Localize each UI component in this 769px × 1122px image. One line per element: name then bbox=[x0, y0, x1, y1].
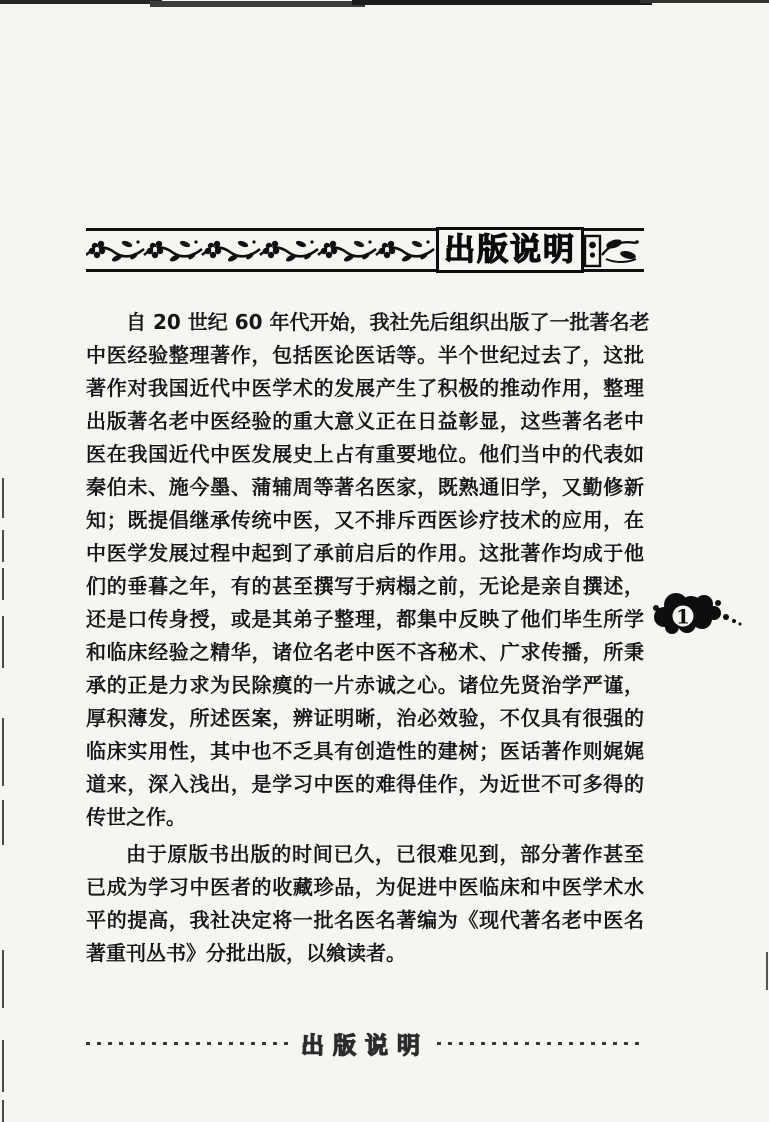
page-number: 1 bbox=[676, 604, 690, 629]
text-line: 中医经验整理著作，包括医论医话等。半个世纪过去了，这批 bbox=[86, 343, 644, 367]
floral-vine-icon bbox=[86, 236, 436, 266]
floral-tail-icon bbox=[584, 233, 640, 269]
text-line: 自 20 世纪 60 年代开始，我社先后组织出版了一批著名老 bbox=[126, 310, 650, 334]
chapter-header-band bbox=[86, 228, 644, 272]
scan-artifact-left bbox=[2, 568, 4, 600]
page-number-ornament-icon bbox=[646, 590, 756, 642]
text-line: 著重刊丛书》分批出版，以飨读者。 bbox=[86, 941, 406, 965]
text-line: 著作对我国近代中医学术的发展产生了积极的推动作用，整理 bbox=[86, 376, 644, 400]
text-line: 承的正是力求为民除瘼的一片赤诚之心。诸位先贤治学严谨， bbox=[86, 673, 644, 697]
text-line: 由于原版书出版的时间已久，已很难见到，部分著作甚至 bbox=[126, 842, 644, 866]
chapter-title: 出版说明 bbox=[436, 227, 584, 273]
text-line: 传世之作。 bbox=[86, 805, 186, 829]
footer-dashed-rule bbox=[437, 1042, 644, 1045]
scan-artifact-left bbox=[2, 800, 4, 845]
scan-artifact-left bbox=[2, 718, 4, 786]
scan-artifact-right bbox=[766, 952, 768, 990]
page-footer bbox=[86, 1026, 644, 1060]
text-line: 还是口传身授，或是其弟子整理，都集中反映了他们毕生所学 bbox=[86, 607, 644, 631]
scan-artifact-top bbox=[352, 0, 652, 5]
text-line: 医在我国近代中医发展史上占有重要地位。他们当中的代表如 bbox=[86, 442, 644, 466]
text-line: 知；既提倡继承传统中医，又不排斥西医诊疗技术的应用，在 bbox=[86, 508, 644, 532]
text-line: 秦伯未、施今墨、蒲辅周等著名医家，既熟通旧学，又勤修新 bbox=[86, 475, 644, 499]
paragraph bbox=[86, 838, 644, 970]
scan-artifact-left bbox=[2, 478, 4, 518]
footer-dashed-rule bbox=[86, 1042, 293, 1045]
scan-artifact-left bbox=[2, 1100, 4, 1122]
scan-artifact-top bbox=[0, 0, 162, 4]
text-line: 出版著名老中医经验的重大意义正在日益彰显，这些著名老中 bbox=[86, 409, 644, 433]
footer-title: 出版说明 bbox=[301, 1032, 429, 1059]
text-line: 和临床经验之精华，诸位名老中医不吝秘术、广求传播，所秉 bbox=[86, 640, 644, 664]
text-line: 平的提高，我社决定将一批名医名著编为《现代著名老中医名 bbox=[86, 908, 644, 932]
text-line: 道来，深入浅出，是学习中医的难得佳作，为近世不可多得的 bbox=[86, 772, 644, 796]
text-line: 厚积薄发，所述医案，辨证明晰，治必效验，不仅具有很强的 bbox=[86, 706, 644, 730]
scan-artifact-top bbox=[640, 0, 769, 3]
publication-note-text bbox=[86, 306, 650, 970]
scan-artifact-top bbox=[150, 1, 365, 7]
text-line: 们的垂暮之年，有的甚至撰写于病榻之前，无论是亲自撰述， bbox=[86, 574, 644, 598]
scan-artifact-left bbox=[2, 616, 4, 668]
text-line: 已成为学习中医者的收藏珍品，为促进中医临床和中医学术水 bbox=[86, 875, 644, 899]
text-line: 临床实用性，其中也不乏具有创造性的建树；医话著作则娓娓 bbox=[86, 739, 644, 763]
scan-artifact-left bbox=[2, 950, 4, 1008]
scan-artifact-left bbox=[2, 530, 4, 562]
scan-artifact-left bbox=[2, 1040, 4, 1092]
text-line: 中医学发展过程中起到了承前启后的作用。这批著作均成于他 bbox=[86, 541, 644, 565]
paragraph bbox=[86, 306, 650, 834]
